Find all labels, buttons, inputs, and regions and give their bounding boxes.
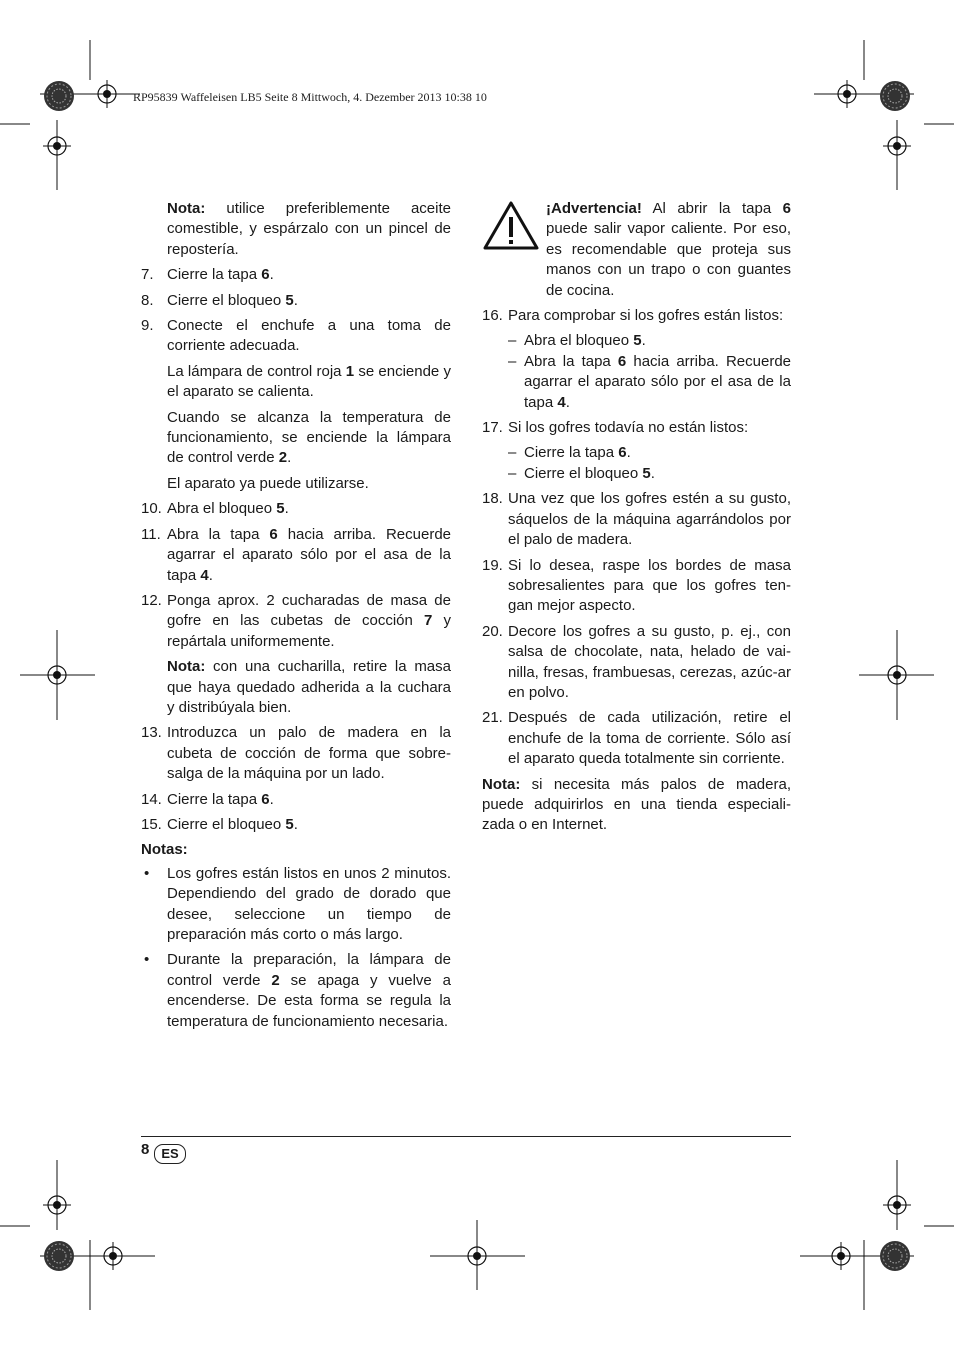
language-badge: ES <box>154 1144 186 1164</box>
bullet-2: • Durante la preparación, la lámpara de control verde 2 se apaga y vuelve a encenderse. De esta forma se regula la temperatura de funcionamiento necesaria. <box>144 951 451 1030</box>
warning-block: ¡Advertencia! Al abrir la tapa 6 puede salir vapor caliente. Por eso, es recomendable que proteja sus manos con un trapo o con guantes de cocina. <box>482 199 791 301</box>
bullet-1: • Los gofres están listos en unos 2 minutos. Dependiendo del grado de dorado que desee, seleccione un tiempo de preparación más corto o más largo. <box>144 864 451 943</box>
step-11: 11. Abra la tapa 6 hacia arriba. Recuerde agarrar el aparato sólo por el asa de la tapa 4. <box>141 525 452 584</box>
step-7: 7. Cierre la tapa 6. <box>141 266 274 284</box>
right-column <box>482 199 791 836</box>
page-number: 8 <box>141 1141 150 1158</box>
notes-heading: Notas: <box>141 841 188 859</box>
step-17: 17. Si los gofres todavía no están listos: <box>482 419 749 437</box>
note-step-12: Nota: con una cucharilla, retire la masa que haya quedado adherida a la cuchara y distribúyala bien. <box>167 658 451 716</box>
step-9-para-c: El aparato ya puede utilizarse. <box>167 474 369 492</box>
step-16-sub-a: – Abra el bloqueo 5. <box>508 332 646 350</box>
print-header: RP95839 Waffeleisen LB5 Seite 8 Mittwoch, 4. Dezember 2013 10:38 10 <box>133 90 487 104</box>
step-16-sub-b: – Abra la tapa 6 hacia arriba. Recuerde agarrar el aparato sólo por el asa de la tapa 4. <box>508 352 792 411</box>
step-14: 14. Cierre la tapa 6. <box>141 790 274 808</box>
step-16: 16. Para comprobar si los gofres están listos: <box>482 307 784 325</box>
step-10: 10. Abra el bloqueo 5. <box>141 500 289 518</box>
step-8: 8. Cierre el bloqueo 5. <box>141 291 298 309</box>
step-12: 12. Ponga aprox. 2 cucharadas de masa de gofre en las cubetas de cocción 7 y repártala uniformemente. <box>141 591 452 650</box>
step-17-sub-b: – Cierre el bloqueo 5. <box>508 464 655 482</box>
note-intro: Nota: utilice preferiblemente aceite comestible, y espárzalo con un pincel de repostería. <box>167 200 451 258</box>
footer-rule <box>141 1136 791 1137</box>
warning-triangle-icon <box>482 199 546 301</box>
step-15: 15. Cierre el bloqueo 5. <box>141 815 298 833</box>
left-column <box>141 199 451 1037</box>
final-note: Nota: si necesita más palos de madera, puede adquirirlos en una tienda especiali-zada o en Internet. <box>482 775 791 834</box>
step-9-para-b: Cuando se alcanza la temperatura de funcionamiento, se enciende la lámpara de control verde 2. <box>167 408 451 467</box>
step-13: 13. Introduzca un palo de madera en la cubeta de cocción de forma que sobre-salga de la máquina por un lado. <box>141 724 451 783</box>
step-19: 19. Si lo desea, raspe los bordes de masa sobresalientes para que los gofres ten-gan mejor aspecto. <box>482 556 791 615</box>
step-21: 21. Después de cada utilización, retire el enchufe de la toma de corriente. Sólo así el aparato queda totalmente sin corriente. <box>482 709 791 768</box>
step-18: 18. Una vez que los gofres estén a su gusto, sáquelos de la máquina agarrándolos por el palo de madera. <box>482 490 791 549</box>
step-20: 20. Decore los gofres a su gusto, p. ej., con salsa de chocolate, nata, helado de vai-nilla, fresas, frambuesas, cerezas, azúc-ar en polvo. <box>482 622 791 701</box>
step-9: 9. Conecte el enchufe a una toma de corriente adecuada. <box>141 317 451 355</box>
step-9-para-a: La lámpara de control roja 1 se enciende y el aparato se calienta. <box>167 362 452 401</box>
step-17-sub-a: – Cierre la tapa 6. <box>508 444 631 462</box>
